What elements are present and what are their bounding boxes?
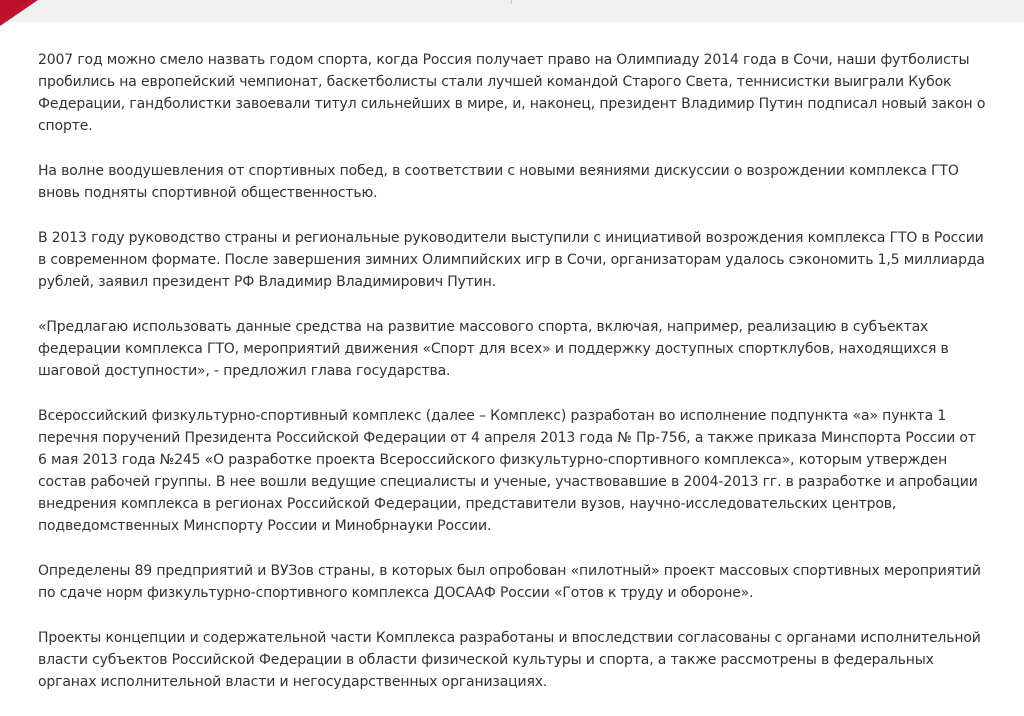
- article-paragraph-5: Всероссийский физкультурно-спортивный комплекс (далее – Комплекс) разработан во исполнение подпункта «а» пункта 1 перечня поручений Президента Российской Федерации от 4 апреля 2013 года № Пр-756, а также приказа Минспорта России от 6 мая 2013 года №245 «О разработке проекта Всероссийского физкультурно-спортивного комплекса», которым утвержден состав рабочей группы. В нее вошли ведущие специалисты и ученые, участвовавшие в 2004-2013 гг. в разработке и апробации внедрения комплекса в регионах Российской Федерации, представители вузов, научно-исследовательских центров, подведомственных Минспорту России и Минобрнауки России.: [38, 408, 978, 534]
- corner-accent-decoration: [0, 0, 38, 26]
- article-paragraph-7: Проекты концепции и содержательной части Комплекса разработаны и впоследствии согласованы с органами исполнительной власти субъектов Российской Федерации в области физической культуры и спорта, а также рассмотрены в федеральных органах исполнительной власти и негосударственных организациях.: [38, 630, 981, 690]
- article-paragraph-3: В 2013 году руководство страны и региональные руководители выступили с инициативой возрождения комплекса ГТО в России в современном формате. После завершения зимних Олимпийских игр в Сочи, организаторам удалось сэкономить 1,5 миллиарда рублей, заявил президент РФ Владимир Владимирович Путин.: [38, 230, 985, 290]
- corner-accent-shadow: [0, 0, 30, 20]
- top-bar-divider: [511, 0, 512, 4]
- article-paragraph-6: Определены 89 предприятий и ВУЗов страны, в которых был опробован «пилотный» проект массовых спортивных мероприятий по сдаче норм физкультурно-спортивного комплекса ДОСААФ России «Готов к труду и обороне».: [38, 563, 981, 601]
- top-bar: [0, 0, 1024, 22]
- article-body: [38, 49, 988, 716]
- article-paragraph-2: На волне воодушевления от спортивных побед, в соответствии с новыми веяниями дискуссии о возрождении комплекса ГТО вновь подняты спортивной общественностью.: [38, 163, 959, 201]
- article-paragraph-4: «Предлагаю использовать данные средства на развитие массового спорта, включая, например, реализацию в субъектах федерации комплекса ГТО, мероприятий движения «Спорт для всех» и поддержку доступных спортклубов, находящихся в шаговой доступности», - предложил глава государства.: [38, 319, 949, 379]
- article-paragraph-1: 2007 год можно смело назвать годом спорта, когда Россия получает право на Олимпиаду 2014 года в Сочи, наши футболисты пробились на европейский чемпионат, баскетболисты стали лучшей командой Старого Света, теннисистки выиграли Кубок Федерации, гандболистки завоевали титул сильнейших в мире, и, наконец, президент Владимир Путин подписал новый закон о спорте.: [38, 52, 986, 134]
